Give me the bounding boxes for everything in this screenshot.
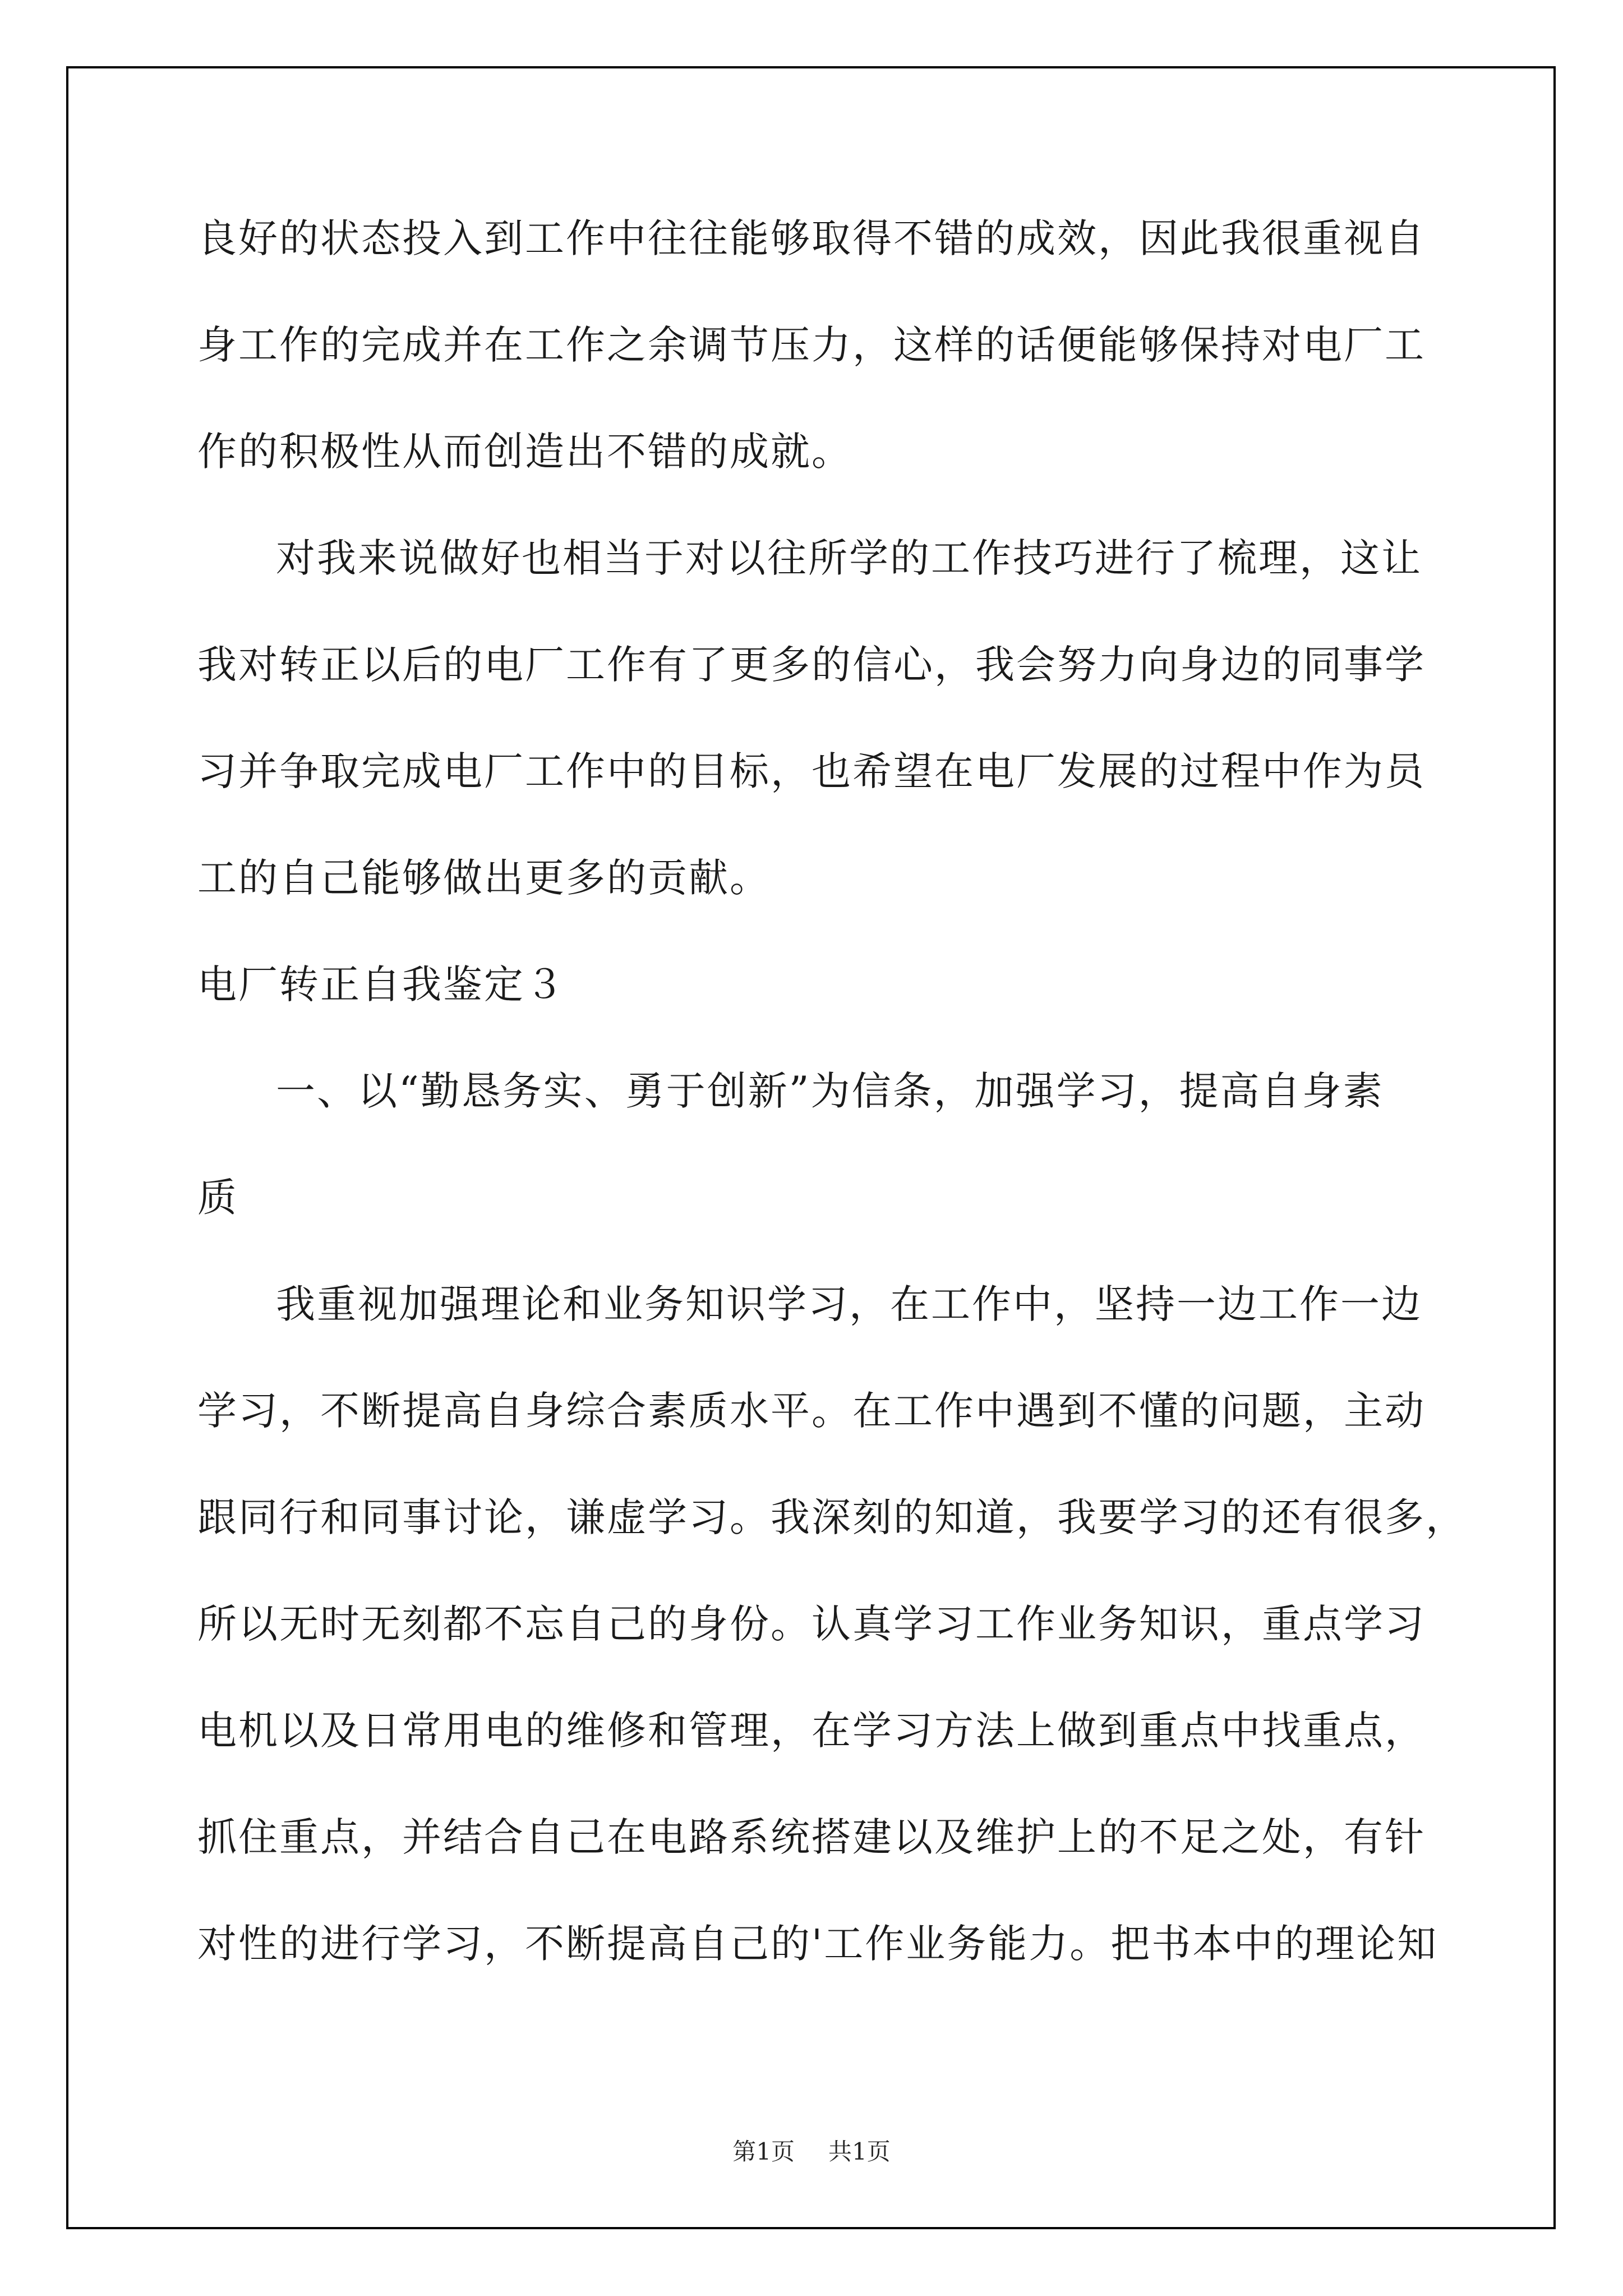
text-line: 作的积极性从而创造出不错的成就。 xyxy=(197,429,852,475)
paragraph-start-line: 我重视加强理论和业务知识学习，在工作中，坚持一边工作一边 xyxy=(276,1281,1422,1327)
text-line: 我对转正以后的电厂工作有了更多的信心，我会努力向身边的同事学 xyxy=(197,642,1426,688)
subheading-line: 一、以“勤恳务实、勇于创新”为信条，加强学习，提高自身素 xyxy=(276,1068,1384,1114)
text-line: 良好的状态投入到工作中往往能够取得不错的成效，因此我很重视自 xyxy=(197,215,1426,261)
text-line: 电机以及日常用电的维修和管理，在学习方法上做到重点中找重点， xyxy=(197,1708,1426,1754)
page-number: 第1页 xyxy=(732,2138,795,2165)
text-line: 对性的进行学习，不断提高自己的'工作业务能力。把书本中的理论知 xyxy=(197,1921,1438,1967)
section-heading: 电厂转正自我鉴定３ xyxy=(197,961,566,1007)
paragraph-start-line: 对我来说做好也相当于对以往所学的工作技巧进行了梳理，这让 xyxy=(276,535,1422,581)
text-line: 工的自己能够做出更多的贡献。 xyxy=(197,855,771,901)
page-total: 共1页 xyxy=(828,2138,891,2165)
text-line: 身工作的完成并在工作之余调节压力，这样的话便能够保持对电厂工 xyxy=(197,322,1426,368)
text-line: 所以无时无刻都不忘自己的身份。认真学习工作业务知识，重点学习 xyxy=(197,1601,1426,1647)
text-line: 跟同行和同事讨论，谦虚学习。我深刻的知道，我要学习的还有很多， xyxy=(197,1494,1467,1540)
text-line: 学习，不断提高自身综合素质水平。在工作中遇到不懂的问题，主动 xyxy=(197,1388,1426,1434)
text-line: 抓住重点，并结合自己在电路系统搭建以及维护上的不足之处，有针 xyxy=(197,1814,1426,1860)
page-footer xyxy=(0,2138,1623,2166)
document-body xyxy=(197,215,1467,2031)
subheading-line: 质 xyxy=(197,1175,238,1221)
text-line: 习并争取完成电厂工作中的目标，也希望在电厂发展的过程中作为员 xyxy=(197,748,1426,794)
